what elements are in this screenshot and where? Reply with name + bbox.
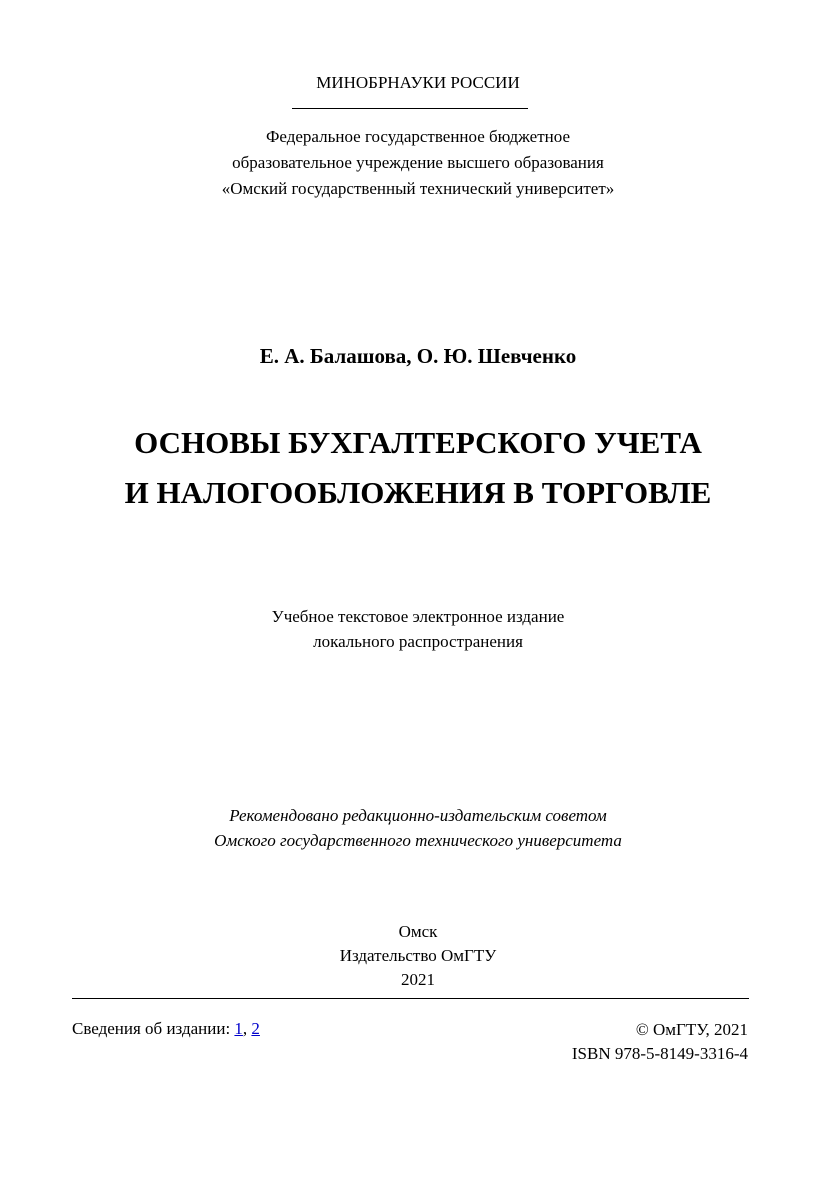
title-line: И НАЛОГООБЛОЖЕНИЯ В ТОРГОВЛЕ: [124, 475, 712, 510]
footer-divider: [72, 998, 749, 999]
institution-line: Федеральное государственное бюджетное: [265, 127, 571, 146]
edition-line: локального распространения: [313, 632, 523, 651]
copyright-block: [572, 1018, 748, 1066]
institution-line: образовательное учреждение высшего образования: [232, 153, 604, 172]
authors: Е. А. Балашова, О. Ю. Шевченко: [259, 344, 577, 368]
recommendation-line: Омского государственного технического университета: [214, 831, 622, 850]
title-line: ОСНОВЫ БУХГАЛТЕРСКОГО УЧЕТА: [134, 425, 702, 460]
imprint-year: 2021: [401, 970, 435, 989]
imprint: [0, 920, 836, 992]
edition-info-link-1[interactable]: 1: [234, 1019, 243, 1038]
ministry-text: МИНОБРНАУКИ РОССИИ: [316, 73, 520, 92]
copyright-text: © ОмГТУ, 2021: [635, 1020, 748, 1039]
book-title: [0, 418, 836, 518]
institution-line: «Омский государственный технический университет»: [221, 179, 615, 198]
edition-line: Учебное текстовое электронное издание: [271, 607, 565, 626]
edition-info: [72, 1018, 260, 1040]
recommendation: [0, 803, 836, 853]
edition-type: [0, 604, 836, 654]
ministry-name: [0, 72, 836, 94]
ministry-divider: [292, 108, 528, 109]
link-separator: ,: [242, 1019, 248, 1038]
imprint-publisher: Издательство ОмГТУ: [339, 946, 497, 965]
imprint-city: Омск: [398, 922, 438, 941]
edition-info-label: Сведения об издании:: [72, 1019, 231, 1038]
edition-info-link-2[interactable]: 2: [251, 1019, 260, 1038]
recommendation-line: Рекомендовано редакционно-издательским советом: [229, 806, 607, 825]
isbn-text: ISBN 978-5-8149-3316-4: [571, 1044, 748, 1063]
institution-name: [0, 124, 836, 202]
